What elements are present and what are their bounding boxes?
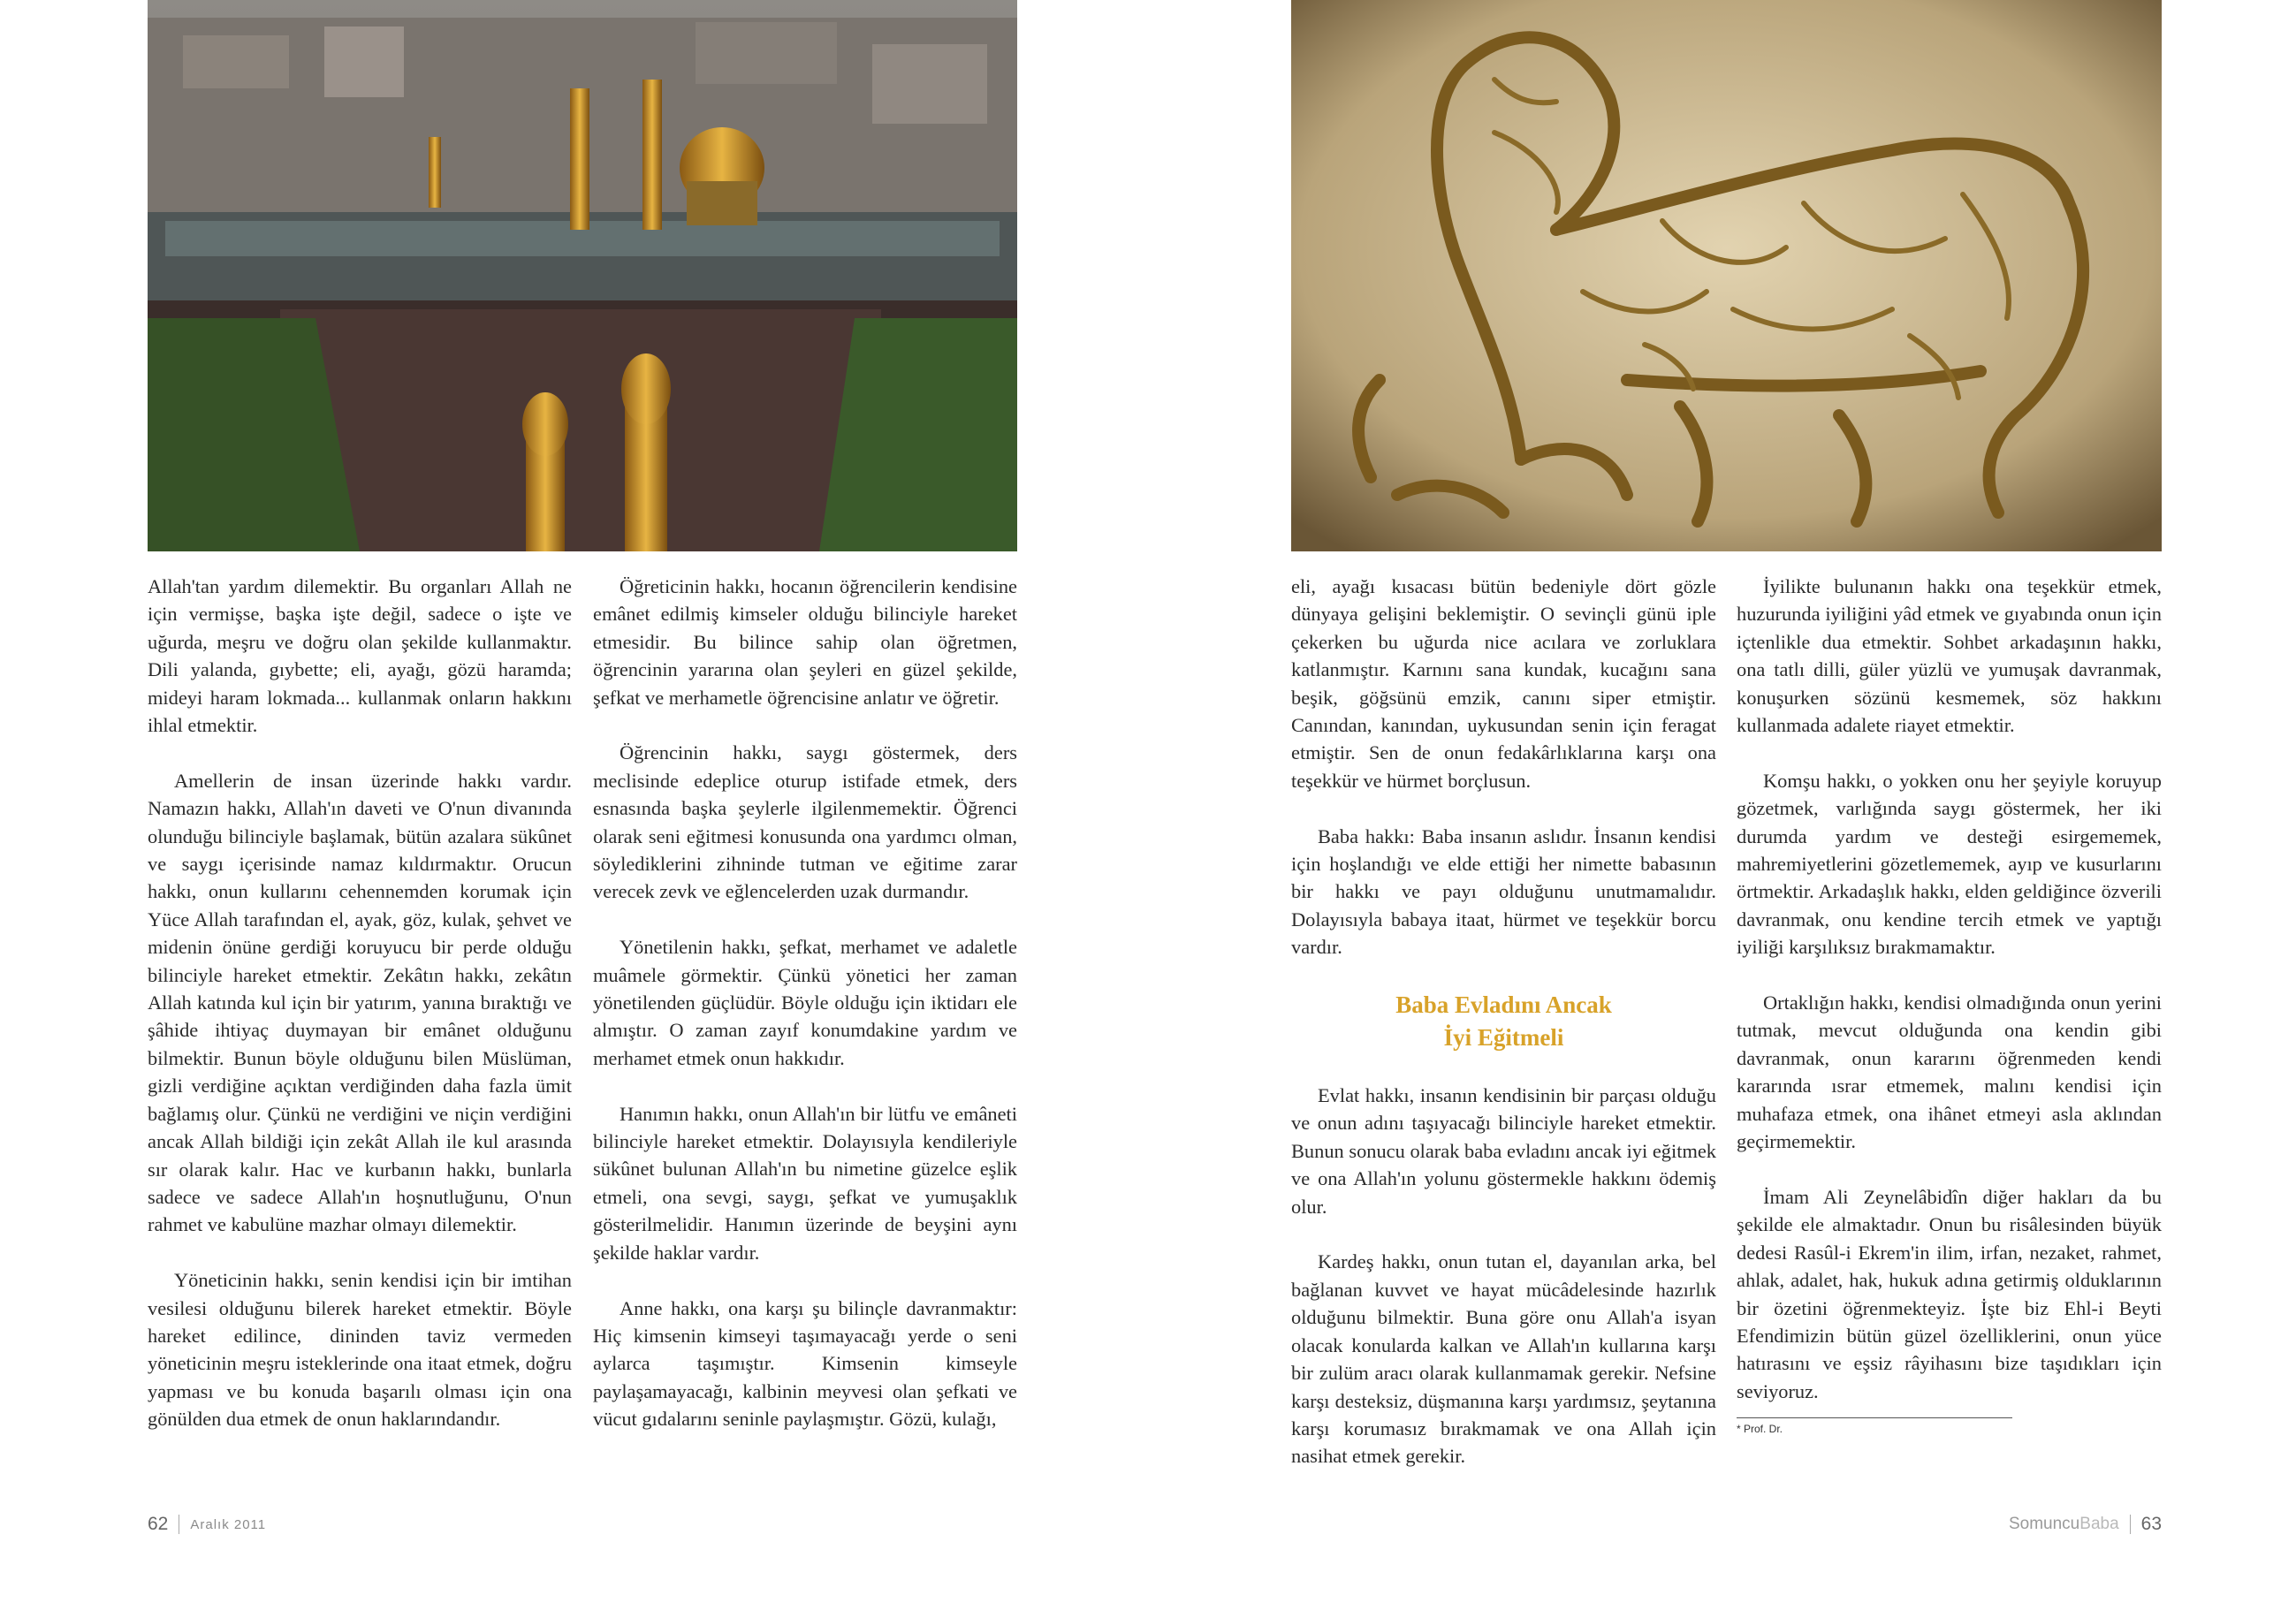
- page-number: 62: [148, 1514, 169, 1534]
- paragraph: Öğrencinin hakkı, saygı göstermek, ders meclisinde edeplice oturup istifade etmek, ders esnasında başka şeylerle ilgilenmemektir. Öğrenci olarak seni eğitmesi konusunda ona yardımcı olman, söylediklerini zihninde tutman ve eğitime zarar verecek zevk ve eğlencelerden uzak durmandır.: [593, 741, 1017, 903]
- paragraph: eli, ayağı kısacası bütün bedeniyle dört gözle dünyaya gelişini beklemiştir. O sevinçli günü iple çekerken bu uğurda nice acılara ve zorluklara katlanmıştır. Karnını sana kundak, kucağını sana beşik, göğsünü emzik, canını siper etmiştir. Canından, kanından, uykusundan senin için feragat etmiştir. Sen de onun fedakârlıklarına karşı ona teşekkür ve hürmet borçlusun.: [1291, 575, 1716, 792]
- subheading-line-1: Baba Evladını Ancak: [1395, 991, 1612, 1019]
- brand-part-2: Baba: [2079, 1515, 2119, 1533]
- paragraph: Anne hakkı, ona karşı şu bilinçle davranmaktır: Hiç kimsenin kimseyi taşımayacağı yerde o seni aylarca taşımıştır. Kimsenin kimseyle paylaşamayacağı, kalbinin meyvesi olan şefkati ve vücut gıdalarını seninle paylaşmıştır. Gözü, kulağı,: [593, 1296, 1017, 1431]
- paragraph: İyilikte bulunanın hakkı ona teşekkür etmek, huzurunda iyiliğini yâd etmek ve gıyabında onun için içtenlikle dua etmektir. Sohbet arkadaşının hakkı, ona tatlı dilli, güler yüzlü ve yumuşak davranmak, konuşurken sözünü kesmemek, söz hakkını kullanmada adalete riayet etmektir.: [1737, 575, 2162, 737]
- paragraph: Allah'tan yardım dilemektir. Bu organları Allah ne için vermişse, başka işte değil, sadece o işte ve uğurda, meşru ve doğru olan şekilde kullanmaktır. Dili yalanda, gıybette; eli, ayağı, gözü haramda; mideyi haram lokmada... kullanmak onların hakkını ihlal etmektir.: [148, 575, 572, 737]
- paragraph: Amellerin de insan üzerinde hakkı vardır. Namazın hakkı, Allah'ın daveti ve O'nun divanında olunduğu bilinciyle başlamak, bütün azalara sükûnet ve saygı içerisinde namaz kıldırmaktır. Orucun hakkı, onun kullarını cehennemden korumak için Yüce Allah tarafından el, ayak, göz, kulak, şehvet ve midenin önüne gerdiği koruyucu bir perde olduğu bilinciyle hareket etmektir. Zekâtın hakkı, zekâtın Allah katında kul için bir yatırım, yanına bıraktığı ve şâhide ihtiyaç duymayan bir emânet olduğunu bilmektir. Bunun böyle olduğunu bilen Müslüman, gizli verdiğine açıktan verdiğinden daha fazla ümit bağlamış olur. Çünkü ne verdiğini ve niçin verdiğini ancak Allah bildiği için zekât Allah ile kul arasında sır olarak kalır. Hac ve kurbanın hakkı, bunlarla sadece ve sadece Allah'ın hoşnutluğunu, O'nun rahmet ve kabulüne mazhar olmayı dilemektir.: [148, 769, 572, 1236]
- section-subheading: [1291, 989, 1716, 1054]
- footnote-divider: [1737, 1417, 2012, 1418]
- calligraphy-lion-image: [1291, 0, 2162, 551]
- paragraph: Yöneticinin hakkı, senin kendisi için bir imtihan vesilesi olduğunu bilerek hareket etmektir. Böyle hareket edilince, dininden taviz vermeden yöneticinin meşru isteklerinde ona itaat etmek, doğru yapması ve bu konuda başarılı olması için ona gönülden dua etmek de onun haklarındandır.: [148, 1269, 572, 1431]
- issue-date: Aralık 2011: [190, 1516, 267, 1532]
- brand-part-1: Somuncu: [2008, 1515, 2080, 1533]
- page-number: 63: [2140, 1514, 2162, 1534]
- footer-divider: [2130, 1515, 2131, 1534]
- paragraph: Yönetilenin hakkı, şefkat, merhamet ve adaletle muâmele görmektir. Çünkü yönetici her zaman yönetilenden güçlüdür. Böyle olduğu için iktidarı ele almıştır. O zaman zayıf konumdakine yardım ve merhamet etmek onun hakkıdır.: [593, 936, 1017, 1069]
- subheading-line-2: İyi Eğitmeli: [1443, 1024, 1564, 1052]
- magazine-brand: [2009, 1515, 2119, 1534]
- right-page-footer: [2009, 1514, 2162, 1535]
- text-column-3: [1291, 573, 1716, 1498]
- shrine-photo: [148, 0, 1017, 551]
- paragraph: Kardeş hakkı, onun tutan el, dayanılan arka, bel bağlanan kuvvet ve hayat mücâdelesinde hazırlık olduğunu bilmektir. Buna göre onu Allah'a isyan olacak konularda kalkan ve Allah'ın kullarına karşı bir zulüm aracı olarak kullanmamak gerekir. Nefsine karşı desteksiz, düşmanına karşı yardımsız, şeytanına karşı korumasız bırakmamak ve ona Allah için nasihat etmek gerekir.: [1291, 1250, 1716, 1468]
- paragraph: Evlat hakkı, insanın kendisinin bir parçası olduğu ve onun adını taşıyacağı bilinciyle hareket etmektir. Bunun sonucu olarak baba evladını ancak iyi eğitmek ve ona Allah'ın yolunu göstermekle hakkını ödemiş olur.: [1291, 1084, 1716, 1218]
- text-column-4: [1737, 573, 2162, 1436]
- paragraph: Komşu hakkı, o yokken onu her şeyiyle koruyup gözetmek, varlığında saygı göstermek, her iki durumda yardım ve desteği esirgememek, mahremiyetlerini gözetlememek, ayıp ve kusurlarını örtmektir. Arkadaşlık hakkı, elden geldiğince özverili davranmak, onu kendine tercih etmek ve yaptığı iyiliği karşılıksız bırakmamaktır.: [1737, 769, 2162, 959]
- paragraph: Öğreticinin hakkı, hocanın öğrencilerin kendisine emânet edilmiş kimseler olduğu bilinciyle hareket etmesidir. Bu bilince sahip olan öğretmen, öğrencinin yararına olan şeyleri en güzel şekilde, şefkat ve merhametle öğrencisine anlatır ve öğretir.: [593, 575, 1017, 709]
- paragraph: İmam Ali Zeynelâbidîn diğer hakları da bu şekilde ele almaktadır. Onun bu risâlesinden büyük dedesi Rasûl-i Ekrem'in ilim, irfan, nezaket, rahmet, ahlak, adalet, hak, hukuk adına getirmiş olduklarının bir özetini öğrenmekteyiz. İşte biz Ehl-i Beyti Efendimizin bütün güzel özelliklerini, onun yüce hatırasını ve eşsiz râyihasını bize taşıdıkları için seviyoruz.: [1737, 1185, 2162, 1402]
- paragraph: Ortaklığın hakkı, kendisi olmadığında onun yerini tutmak, mevcut olduğunda ona kendin gibi davranmak, onun kararını öğrenmeden kendi kararında ısrar etmemek, malını kendisi için muhafaza etmek, ona ihânet etmeyi asla aklından geçirmemektir.: [1737, 991, 2162, 1153]
- paragraph: Baba hakkı: Baba insanın aslıdır. İnsanın kendisi için hoşlandığı ve elde ettiği her nimette babasının bir hakkı ve payı olduğunu unutmamalıdır. Dolayısıyla babaya itaat, hürmet ve teşekkür borcu vardır.: [1291, 824, 1716, 959]
- text-column-1: [148, 573, 572, 1461]
- paragraph: Hanımın hakkı, onun Allah'ın bir lütfu ve emâneti bilinciyle hareket etmektir. Dolayısıyla kendileriyle sükûnet bulunan Allah'ın bu nimetine güzelce eşlik etmeli, ona sevgi, saygı, şefkat ve yumuşaklık gösterilmelidir. Hanımın üzerinde de beyşini aynı şekilde haklar vardır.: [593, 1102, 1017, 1264]
- text-column-2: [593, 573, 1017, 1461]
- footnote: * Prof. Dr.: [1737, 1423, 1783, 1436]
- left-page-footer: [148, 1514, 266, 1535]
